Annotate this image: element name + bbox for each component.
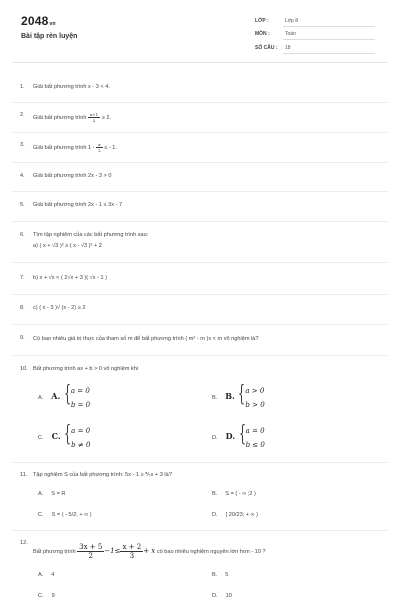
meta-class-value: Lớp 8 (285, 18, 299, 24)
question-number: 2. (20, 112, 25, 118)
option-a[interactable]: A. S = R (38, 491, 66, 497)
question-number: 3. (20, 142, 25, 148)
question-number: 1. (20, 84, 25, 90)
brand-logo[interactable]: 2048vn (21, 14, 56, 28)
option-b[interactable]: B. S = ( - ∞ ;2 ) (212, 491, 256, 497)
header-divider (12, 62, 388, 63)
question-text: Giải bất phương trình 1 - $\frac{x}{2}$ ≤ - 1. (33, 142, 117, 153)
meta-subject (255, 31, 375, 41)
question-text: Giải bất phương trình 2x - 3 > 0 (33, 173, 112, 179)
option-d[interactable]: D. 10 (212, 593, 232, 599)
question-text: c) ( x - 3 )√ (x - 2) ≥ 2 (33, 305, 86, 311)
question-number: 9. (20, 335, 25, 341)
question-text: Giải bất phương trình $\frac{x+1}{2}$ ≥ 2. (33, 112, 112, 123)
option-a[interactable]: A. A. { a = 0 b = 0 (38, 382, 91, 409)
question-text: Có bao nhiêu giá trị thực của tham số m để bất phương trình ( m² - m )x < m vô nghiệm là? (33, 336, 259, 342)
meta-class (255, 18, 375, 28)
question-number: 8. (20, 305, 25, 311)
meta-subject-label: MÔN : (255, 31, 270, 37)
question-number: 7. (20, 275, 25, 281)
meta-count-label: SỐ CÂU : (255, 45, 278, 51)
question-text: Giải bất phương trình 2x - 1 ≤ 3x - 7 (33, 202, 123, 208)
question-text: Tập nghiệm S của bất phương trình: 5x - 1 ≥ ⅖x + 3 là? (33, 472, 172, 478)
page-header (0, 0, 400, 80)
option-c[interactable]: C. C. { a = 0 b ≠ 0 (38, 422, 91, 449)
question-number: 10. (20, 366, 28, 372)
question-number: 11. (20, 472, 28, 478)
question-text: Bất phương trình $\frac{3x + 5}{2}$ −1≤ $\frac{x + 2}{3}$ + x có bao nhiêu nghiệm nguyên lớn hơn - 10 ? (33, 543, 266, 560)
question-number: 6. (20, 232, 25, 238)
option-a[interactable]: A. 4 (38, 572, 55, 578)
question-number: 12. (20, 540, 28, 546)
option-d[interactable]: D. [ 20/23; + ∞ ) (212, 512, 259, 518)
option-b[interactable]: B. 5 (212, 572, 229, 578)
option-c[interactable]: C. S = ( - 5/2; + ∞ ) (38, 512, 92, 518)
meta-count-value: 18 (285, 45, 291, 51)
question-text: Tìm tập nghiệm của các bất phương trình sau: (33, 232, 149, 238)
question-text: Bất phương trình ax + b > 0 vô nghiệm khi (33, 366, 139, 372)
question-subpart: a) ( x + √3 )² ≥ ( x - √3 )² + 2 (33, 243, 102, 249)
meta-count (255, 45, 375, 55)
question-number: 4. (20, 173, 25, 179)
question-text: Giải bất phương trình x - 3 < 4. (33, 84, 110, 90)
page-title: Bài tập rèn luyện (21, 33, 78, 40)
option-d[interactable]: D. D. { a = 0 b ≤ 0 (212, 422, 265, 449)
question-number: 5. (20, 202, 25, 208)
meta-class-label: LỚP : (255, 18, 269, 24)
question-text: b) x + √x < ( 2√x + 3 )( √x - 1 ) (33, 275, 108, 281)
option-c[interactable]: C. 9 (38, 593, 55, 599)
option-b[interactable]: B. B. { a > 0 b > 0 (212, 382, 265, 409)
meta-subject-value: Toán (285, 31, 296, 37)
